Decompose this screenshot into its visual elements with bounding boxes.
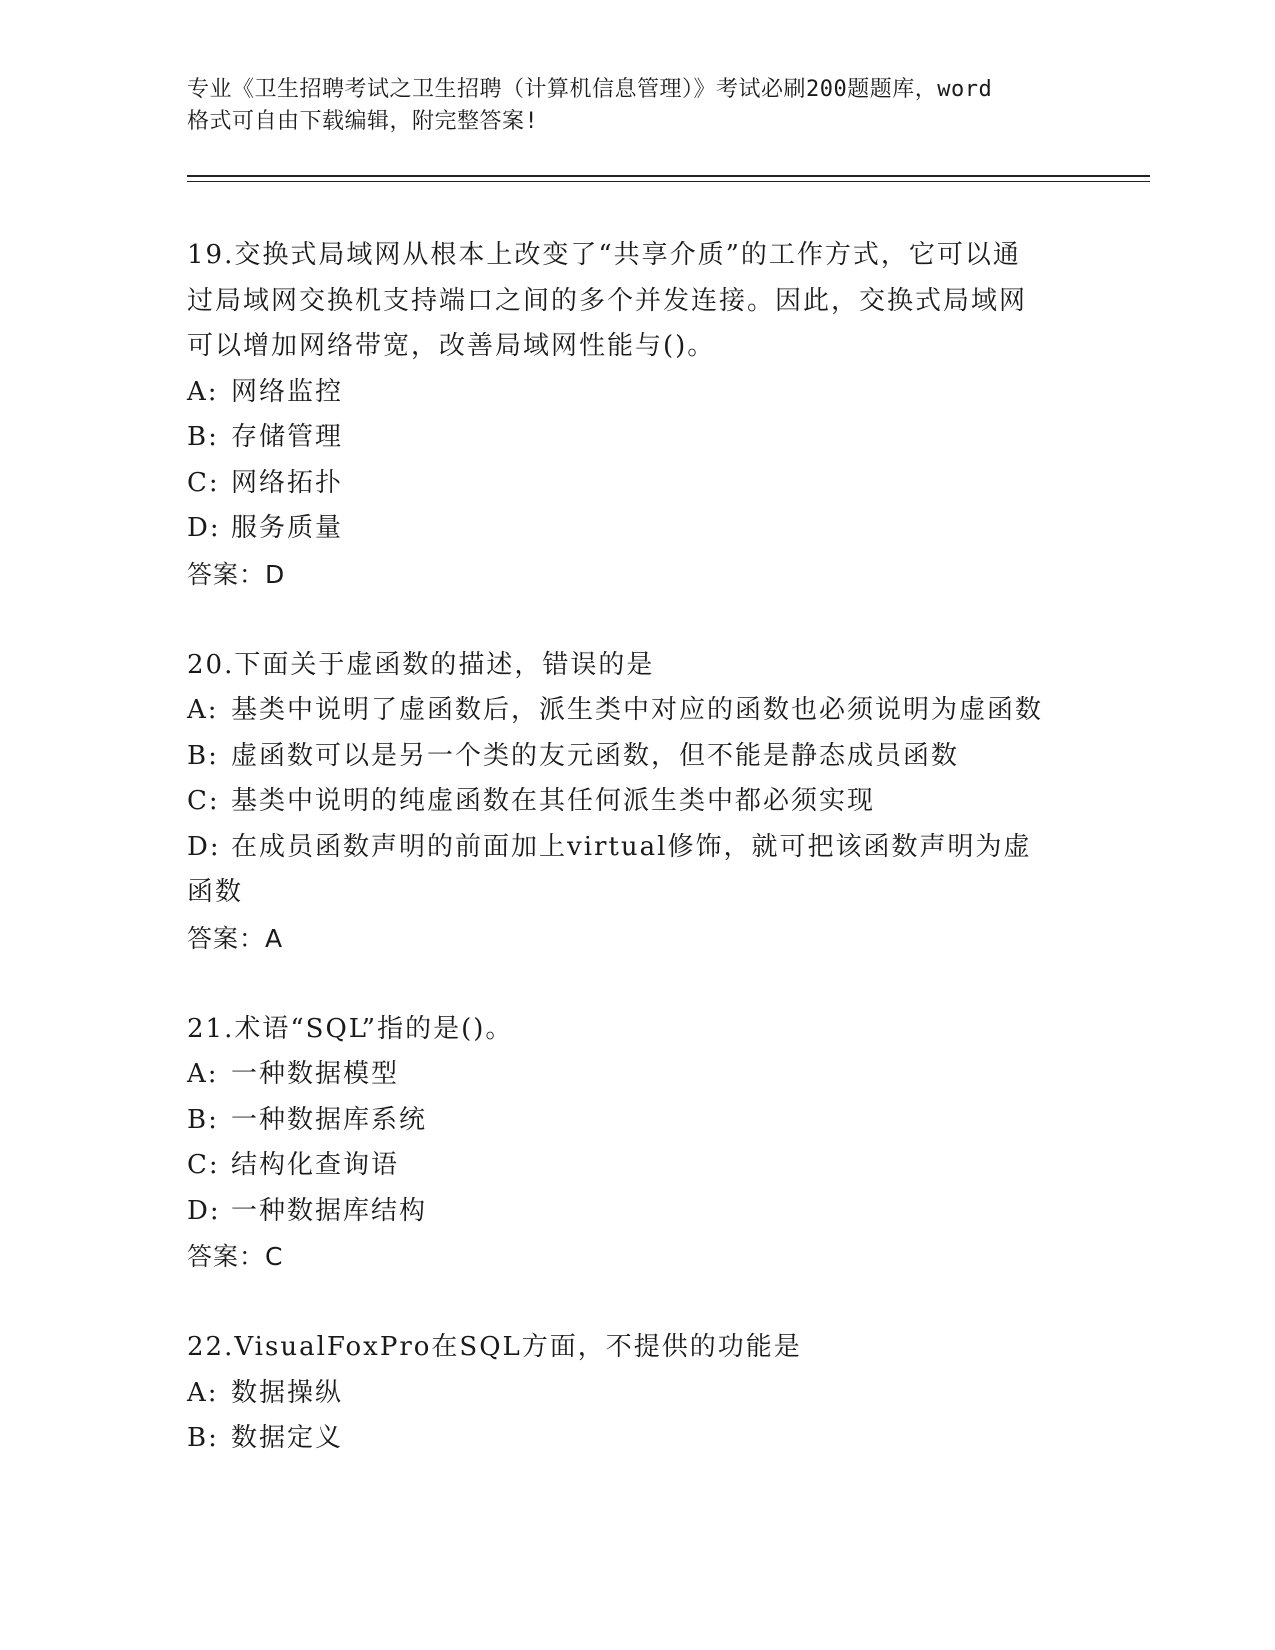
option-text: 基类中说明的纯虚函数在其任何派生类中都必须实现 bbox=[231, 786, 876, 816]
option-letter: B: bbox=[187, 422, 219, 452]
header-divider-thin bbox=[187, 181, 1150, 182]
option-text: 服务质量 bbox=[231, 513, 344, 543]
question-block bbox=[187, 1325, 1077, 1462]
question-block bbox=[187, 233, 1077, 643]
option-row bbox=[187, 734, 1077, 780]
option-text: 一种数据库系统 bbox=[231, 1104, 428, 1135]
answer-line: 答案：A bbox=[187, 923, 284, 953]
option-row bbox=[187, 1098, 1077, 1144]
option-text: 一种数据库结构 bbox=[231, 1195, 428, 1226]
header-line-2: 格式可自由下载编辑，附完整答案! bbox=[187, 109, 539, 134]
option-row bbox=[187, 506, 1077, 552]
option-row bbox=[187, 1052, 1077, 1098]
option-row bbox=[187, 370, 1077, 416]
option-row bbox=[187, 1143, 1077, 1189]
option-row bbox=[187, 779, 1077, 825]
option-row bbox=[187, 1371, 1077, 1417]
option-letter: D: bbox=[187, 513, 221, 543]
option-text: 一种数据模型 bbox=[231, 1059, 400, 1089]
document-header bbox=[187, 74, 1087, 138]
header-divider-thick bbox=[187, 175, 1150, 177]
option-letter: C: bbox=[187, 1150, 220, 1180]
option-letter: D: bbox=[187, 1195, 221, 1226]
option-letter: A: bbox=[187, 695, 219, 725]
option-row bbox=[187, 1189, 1077, 1235]
header-line-1: 专业《卫生招聘考试之卫生招聘（计算机信息管理）》考试必刷200题题库，word bbox=[187, 77, 993, 102]
option-text: 网络监控 bbox=[231, 376, 344, 407]
question-spacer bbox=[187, 1280, 1077, 1326]
question-block bbox=[187, 643, 1077, 1007]
question-list bbox=[187, 233, 1077, 1462]
question-stem-line: 22.VisualFoxPro在SQL方面，不提供的功能是 bbox=[187, 1332, 802, 1362]
question-stem-line: 21.术语“SQL”指的是()。 bbox=[187, 1013, 514, 1044]
option-text: 数据操纵 bbox=[231, 1377, 344, 1408]
question-stem-line: 19.交换式局域网从根本上改变了“共享介质”的工作方式，它可以通 bbox=[187, 240, 1021, 270]
question-spacer bbox=[187, 961, 1077, 1007]
option-row bbox=[187, 415, 1077, 461]
question-stem-line: 过局域网交换机支持端口之间的多个并发连接。因此，交换式局域网 bbox=[187, 285, 1028, 316]
option-letter: C: bbox=[187, 467, 220, 498]
question-block bbox=[187, 1007, 1077, 1326]
option-text: 虚函数可以是另一个类的友元函数，但不能是静态成员函数 bbox=[231, 740, 960, 771]
answer-line: 答案：C bbox=[187, 1242, 284, 1271]
option-text: 数据定义 bbox=[231, 1423, 344, 1453]
option-text: 结构化查询语 bbox=[231, 1150, 400, 1180]
option-text-continuation: 函数 bbox=[187, 877, 244, 907]
option-letter: A: bbox=[187, 1059, 219, 1089]
option-row bbox=[187, 825, 1077, 871]
option-letter: A: bbox=[187, 376, 219, 407]
question-stem-line: 可以增加网络带宽，改善局域网性能与()。 bbox=[187, 331, 716, 361]
question-stem-line: 20.下面关于虚函数的描述，错误的是 bbox=[187, 649, 655, 680]
question-spacer bbox=[187, 597, 1077, 643]
option-letter: A: bbox=[187, 1377, 219, 1408]
option-letter: B: bbox=[187, 1423, 219, 1453]
option-text: 存储管理 bbox=[231, 422, 344, 452]
option-row bbox=[187, 1416, 1077, 1462]
option-letter: B: bbox=[187, 1104, 219, 1135]
option-letter: D: bbox=[187, 831, 221, 862]
option-row bbox=[187, 461, 1077, 507]
answer-line: 答案：D bbox=[187, 559, 286, 589]
option-letter: C: bbox=[187, 786, 220, 816]
option-text: 网络拓扑 bbox=[231, 467, 344, 498]
option-text: 基类中说明了虚函数后，派生类中对应的函数也必须说明为虚函数 bbox=[231, 695, 1044, 725]
option-letter: B: bbox=[187, 740, 219, 771]
option-text: 在成员函数声明的前面加上virtual修饰，就可把该函数声明为虚 bbox=[231, 831, 1032, 862]
option-row bbox=[187, 688, 1077, 734]
